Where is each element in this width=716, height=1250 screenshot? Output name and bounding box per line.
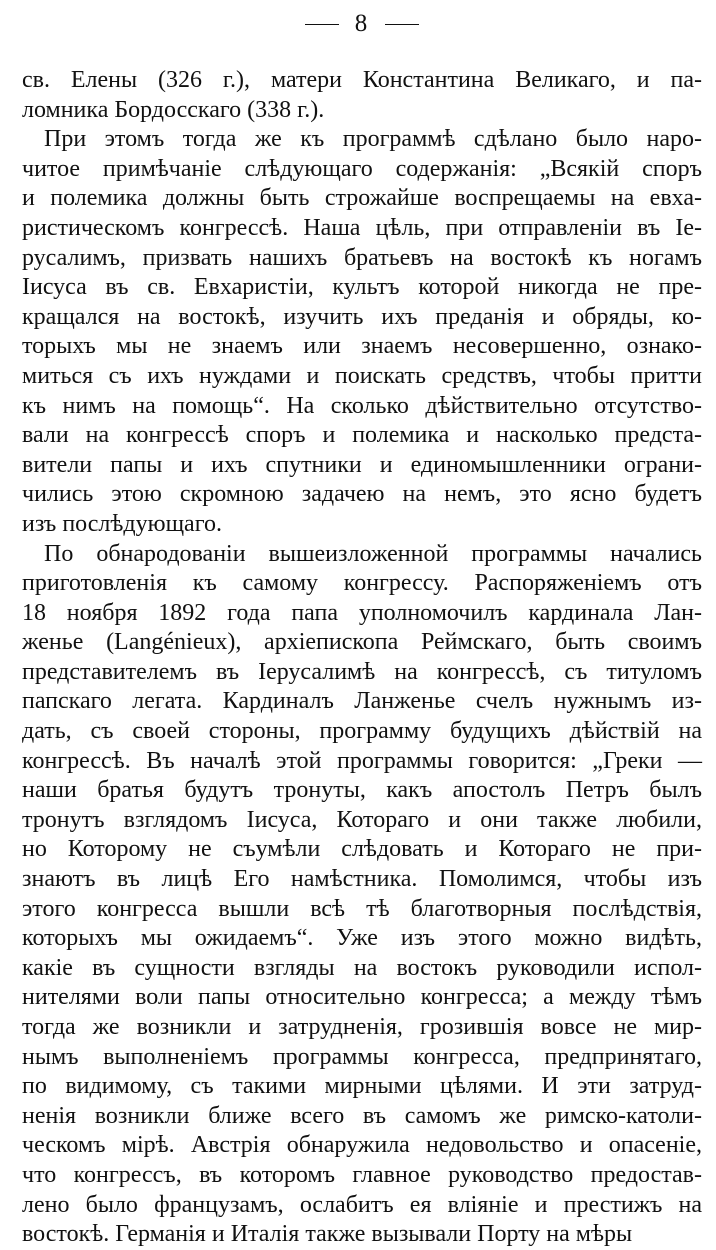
paragraph	[22, 66, 702, 125]
text-line: кращался на востокѣ, изучить ихъ преданія и обряды, ко-	[22, 303, 702, 330]
text-line: По обнародованіи вышеизложенной программы начались	[44, 540, 702, 567]
text-line: читое примѣчаніе слѣдующаго содержанія: „Всякій споръ	[22, 155, 702, 182]
text-line: ческомъ мірѣ. Австрія обнаружила недовольство и опасеніе,	[22, 1132, 702, 1159]
text-line: дать, съ своей стороны, программу будущихъ дѣйствій на	[22, 718, 702, 745]
text-line: ломника Бордосскаго (338 г.).	[22, 96, 325, 123]
text-line: какіе въ сущности взгляды на востокъ руководили испол-	[22, 954, 702, 981]
text-line: чились этою скромною задачею на немъ, это ясно будетъ	[22, 481, 702, 508]
text-line: тронутъ взглядомъ Іисуса, Котораго и они также любили,	[22, 806, 702, 833]
text-line: миться съ ихъ нуждами и поискать средствъ, чтобы притти	[22, 362, 702, 389]
page-header	[22, 0, 702, 44]
text-line: нымъ выполненіемъ программы конгресса, предпринятаго,	[22, 1043, 702, 1070]
header-dash-right	[385, 24, 419, 25]
text-line: по видимому, съ такими мирными цѣлями. И эти затруд-	[22, 1073, 702, 1100]
text-line: и полемика должны быть строжайше воспрещаемы на евха-	[22, 185, 702, 212]
text-line: къ нимъ на помощь“. На сколько дѣйствительно отсутство-	[22, 392, 702, 419]
text-line: вители папы и ихъ спутники и единомышленники ограни-	[22, 451, 702, 478]
text-line: тогда же возникли и затрудненія, грозившія вовсе не мир-	[22, 1014, 702, 1040]
text-line: что конгрессъ, въ которомъ главное руководство предостав-	[22, 1161, 702, 1188]
text-line: вали на конгрессѣ споръ и полемика и насколько предста-	[22, 422, 702, 449]
text-line: востокѣ. Германія и Италія также вызывали Порту на мѣры	[22, 1221, 633, 1248]
text-line: конгрессѣ. Въ началѣ этой программы говорится: „Греки —	[22, 747, 702, 774]
text-line: наши братья будутъ тронуты, какъ апостолъ Петръ былъ	[22, 777, 702, 804]
page-number: 8	[354, 10, 370, 37]
text-line: ристическомъ конгрессѣ. Наша цѣль, при отправленіи въ Іе-	[22, 214, 702, 241]
text-line: которыхъ мы ожидаемъ“. Уже изъ этого можно видѣть,	[22, 925, 702, 952]
text-line: знаютъ въ лицѣ Его намѣстника. Помолимся, чтобы изъ	[22, 866, 702, 893]
paragraph	[22, 540, 702, 1250]
text-line: изъ послѣдующаго.	[22, 510, 222, 537]
text-line: 18 ноября 1892 года папа уполномочилъ кардинала Лан-	[22, 599, 702, 626]
text-line: приготовленія къ самому конгрессу. Распоряженіемъ отъ	[22, 570, 702, 597]
text-line: но Которому не съумѣли слѣдовать и Котораго не при-	[22, 836, 702, 863]
header-dash-left	[305, 24, 339, 25]
text-line: этого конгресса вышли всѣ тѣ благотворныя послѣдствія,	[22, 895, 702, 922]
text-line: нителями воли папы относительно конгресса; а между тѣмъ	[22, 984, 702, 1011]
body-text	[22, 66, 702, 1250]
text-line: св. Елены (326 г.), матери Константина Великаго, и па-	[22, 67, 702, 93]
text-line: Іисуса въ св. Евхаристіи, культъ которой никогда не пре-	[22, 274, 702, 301]
text-line: лено было французамъ, ослабитъ ея вліяніе и престижъ на	[22, 1191, 702, 1218]
text-line: При этомъ тогда же къ программѣ сдѣлано было наро-	[44, 126, 702, 153]
text-line: женье (Langénieux), архіепископа Реймскаго, быть своимъ	[22, 629, 702, 656]
text-line: ненія возникли ближе всего въ самомъ же римско-католи-	[22, 1102, 702, 1129]
paragraph	[22, 125, 702, 539]
text-line: папскаго легата. Кардиналъ Ланженье счелъ нужнымъ из-	[22, 688, 702, 715]
text-line: торыхъ мы не знаемъ или знаемъ несовершенно, ознако-	[22, 333, 702, 360]
text-line: представителемъ въ Іерусалимѣ на конгрессѣ, съ титуломъ	[22, 658, 702, 685]
book-page	[22, 0, 702, 1248]
text-line: русалимъ, призвать нашихъ братьевъ на востокѣ къ ногамъ	[22, 244, 702, 271]
